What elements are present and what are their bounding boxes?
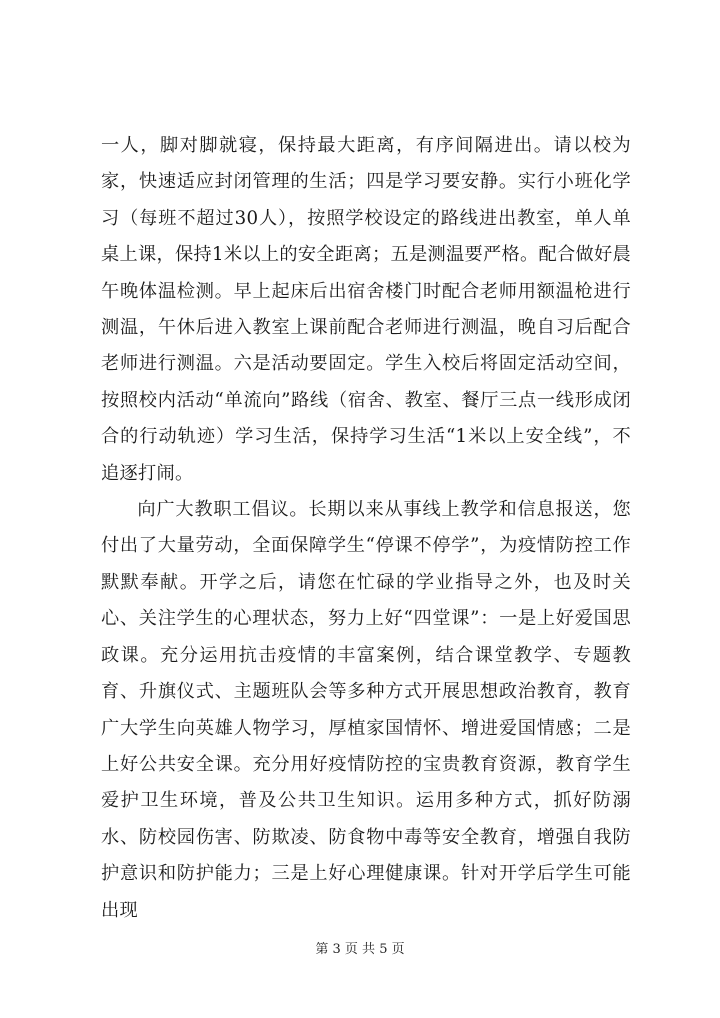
paragraph-2: 向广大教职工倡议。长期以来从事线上教学和信息报送，您付出了大量劳动，全面保障学生“停课不停学”，为疫情防控工作默默奉献。开学之后，请您在忙碌的学业指导之外，也及时关心、关注学生的心理状态，努力上好“四堂课”：一是上好爱国思政课。充分运用抗击疫情的丰富案例，结合课堂教学、专题教育、升旗仪式、主题班队会等多种方式开展思想政治教育，教育广大学生向英雄人物学习，厚植家国情怀、增进爱国情感；二是上好公共安全课。充分用好疫情防控的宝贵教育资源，教育学生爱护卫生环境，普及公共卫生知识。运用多种方式，抓好防溺水、防校园伤害、防欺凌、防食物中毒等安全教育，增强自我防护意识和防护能力；三是上好心理健康课。针对开学后学生可能出现 (101, 499, 631, 921)
paragraph-1: 一人，脚对脚就寝，保持最大距离，有序间隔进出。请以校为家，快速适应封闭管理的生活；四是学习要安静。实行小班化学习（每班不超过30人），按照学校设定的路线进出教室，单人单桌上课，保持1米以上的安全距离；五是测温要严格。配合做好晨午晚体温检测。早上起床后出宿舍楼门时配合老师用额温枪进行测温，午休后进入教室上课前配合老师进行测温，晚自习后配合老师进行测温。六是活动要固定。学生入校后将固定活动空间，按照校内活动“单流向”路线（宿舍、教室、餐厅三点一线形成闭合的行动轨迹）学习生活，保持学习生活“1米以上安全线”，不追逐打闹。 (101, 135, 631, 484)
page-footer: 第 3 页 共 5 页 (315, 942, 405, 957)
document-body (101, 128, 631, 929)
